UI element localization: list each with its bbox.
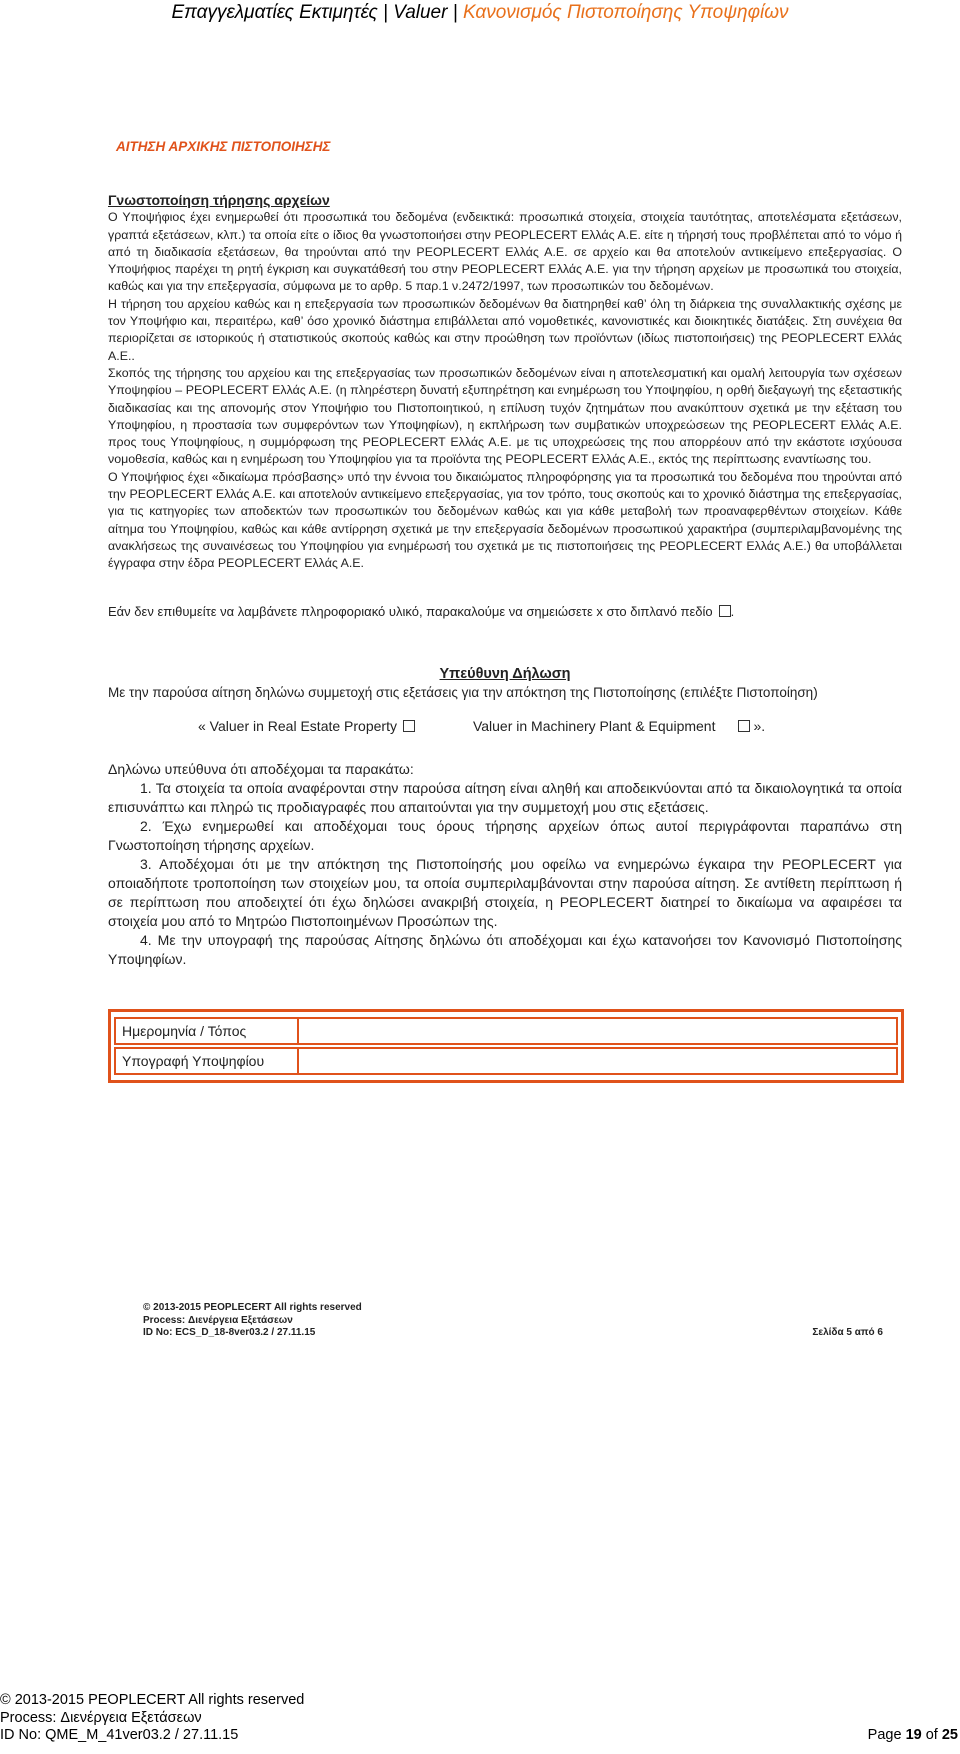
footer-copyright: © 2013-2015 PEOPLECERT All rights reserved [0, 1692, 305, 1708]
declaration-item: 4. Με την υπογραφή της παρούσας Αίτησης δηλώνω ότι αποδέχομαι και έχω κατανοήσει τον Κανονισμό Πιστοποίησης Υποψηφίων. [108, 931, 902, 967]
choice-close: ». [753, 718, 766, 735]
inner-footer [143, 1302, 883, 1340]
inner-page-number: Σελίδα 5 από 6 [812, 1327, 883, 1338]
signature-field[interactable] [299, 1047, 898, 1075]
optout-line [108, 603, 902, 620]
signature-row [114, 1047, 898, 1075]
header-subtitle: Κανονισμός Πιστοποίησης Υποψηφίων [462, 2, 789, 23]
footer-process: Process: Διενέργεια Εξετάσεων [0, 1709, 202, 1726]
optout-checkbox[interactable] [719, 605, 731, 617]
notice-paragraph: Η τήρηση του αρχείου καθώς και η επεξεργασία των προσωπικών δεδομένων θα διατηρηθεί καθ’ όλη τη διάρκεια της συναλλακτικής σχέσης με τον Υποψήφιο και, περαιτέρω, καθ’ όσο χρονικό διάστημα επιβάλλεται από νομοθετικές, κανονιστικές και διοικητικές διατάξεις. Στη συνέχεια θα περιορίζεται σε ιστορικούς ή στατιστικούς σκοπούς καθώς και στην προώθηση των προϊόντων (ιδίως πιστοποιήσεις) της PEOPLECERT Ελλάς Α.Ε.. [108, 296, 902, 363]
declaration-item: 1. Τα στοιχεία τα οποία αναφέρονται στην παρούσα αίτηση είναι αληθή και αποδεικνύονται από τα δικαιολογητικά τα οποία επισυνάπτω και πληρώ τις προδιαγραφές που απαιτούνται για την συμμετοχή μου στις εξετάσεις. [108, 779, 902, 815]
page-current: 19 [905, 1727, 922, 1743]
inner-copyright: © 2013-2015 PEOPLECERT All rights reserved [143, 1302, 362, 1313]
page-header [0, 0, 960, 26]
notice-heading: Γνωστοποίηση τήρησης αρχείων [108, 192, 330, 209]
scanned-form [108, 138, 902, 1083]
footer-id: ID No: QME_M_41ver03.2 / 27.11.15 [0, 1727, 239, 1743]
notice-paragraph: Ο Υποψήφιος έχει ενημερωθεί ότι προσωπικά του δεδομένα (ενδεικτικά: προσωπικά στοιχεία, στοιχεία ταυτότητας, αποτελέσματα εξετάσεων, γραπτά εξετάσεων, κλπ.) τα οποία είτε ο ίδιος θα γνωστοποιήσει στην PEOPLECERT Ελλάς Α.Ε. είτε η τήρησή τους προβλέπεται από το νόμο ή από τη διαδικασία εξετάσεων, θα τηρούνται από την PEOPLECERT Ελλάς Α.Ε. σε αρχείο και θα αποτελούν αντικείμενο επεξεργασίας. Ο Υποψήφιος παρέχει τη ρητή έγκριση και συγκατάθεσή του στην PEOPLECERT Ελλάς Α.Ε. για την τήρηση αρχείων με προσωπικά του στοιχεία, καθώς και για την επεξεργασία, σύμφωνα με το αρθρ. 5 παρ.1 ν.2472/1997, των προσωπικών του δεδομένων. [108, 210, 902, 294]
optout-end: . [730, 603, 735, 619]
declaration-item: 2. Έχω ενημερωθεί και αποδέχομαι τους όρους τήρησης αρχείων όπως αυτοί περιγράφονται παραπάνω στη Γνωστοποίηση τήρησης αρχείων. [108, 817, 902, 853]
form-title: ΑΙΤΗΣΗ ΑΡΧΙΚΗΣ ΠΙΣΤΟΠΟΙΗΣΗΣ [116, 139, 331, 154]
page-of: of [921, 1727, 942, 1743]
date-place-field[interactable] [299, 1017, 898, 1045]
signature-label: Υπογραφή Υποψηφίου [114, 1047, 299, 1075]
declaration-text: Με την παρούσα αίτηση δηλώνω συμμετοχή στις εξετάσεις για την απόκτηση της Πιστοποίησης (επιλέξτε Πιστοποίηση) [108, 685, 818, 701]
page-prefix: Page [867, 1727, 906, 1743]
declaration-heading: Υπεύθυνη Δήλωση [439, 665, 571, 682]
header-title: Επαγγελματίες Εκτιμητές | Valuer | [171, 2, 463, 23]
choice-real-estate-label: « Valuer in Real Estate Property [198, 718, 397, 735]
date-place-row [114, 1017, 898, 1045]
choice-machinery-label: Valuer in Machinery Plant & Equipment [472, 718, 716, 735]
choice-real-estate-checkbox[interactable] [403, 720, 415, 732]
certification-choices [198, 718, 902, 735]
date-place-label: Ημερομηνία / Τόπος [114, 1017, 299, 1045]
signature-table [108, 1009, 904, 1083]
choice-machinery-checkbox[interactable] [738, 720, 750, 732]
footer-page-number [868, 1727, 958, 1745]
declaration-item: 3. Αποδέχομαι ότι με την απόκτηση της Πιστοποίησής μου οφείλω να ενημερώνω έγκαιρα την PEOPLECERT για οποιαδήποτε τροποποίηση των στοιχείων μου, τα οποία συμπεριλαμβάνονται στην παρούσα αίτηση. Σε αντίθετη περίπτωση ή σε περίπτωση που αποδειχτεί ότι έχω δηλώσει ανακριβή στοιχεία, η PEOPLECERT διατηρεί το δικαίωμα να αφαιρέσει τα στοιχεία μου από το Μητρώο Πιστοποιημένων Προσώπων της. [108, 855, 902, 929]
inner-process: Process: Διενέργεια Εξετάσεων [143, 1314, 293, 1326]
notice-paragraph: Σκοπός της τήρησης του αρχείου και της επεξεργασίας των προσωπικών δεδομένων είναι η αποτελεσματική και ομαλή λειτουργία των σχέσεων Υποψηφίου – PEOPLECERT Ελλάς Α.Ε. (η πληρέστερη δυνατή εξυπηρέτηση και ενημέρωση του Υποψηφίου, η ορθή διεξαγωγή της εξεταστικής διαδικασίας και της απονομής στον Υποψήφιο του Πιστοποιητικού, η επίλυση τυχόν ζητημάτων που ανακύπτουν σχετικά με την εξέταση του Υποψηφίου, η προστασία των συμφερόντων των Υποψηφίων), η εκπλήρωση των συμβατικών υποχρεώσεων της PEOPLECERT Ελλάς Α.Ε. προς τους Υποψηφίους, η συμμόρφωση της PEOPLECERT Ελλάς Α.Ε. με τις υποχρεώσεις της που απορρέουν από την εκάστοτε ισχύουσα νομοθεσία, καθώς και η ενημέρωση του Υποψηφίου για τα προϊόντα της PEOPLECERT Ελλάς Α.Ε., εκτός της περίπτωσης εναντίωσης του. [108, 365, 902, 467]
notice-paragraph: Ο Υποψήφιος έχει «δικαίωμα πρόσβασης» υπό την έννοια του δικαιώματος πληροφόρησης για τα προσωπικά του δεδομένα που τηρούνται από την PEOPLECERT Ελλάς Α.Ε. και αποτελούν αντικείμενο επεξεργασίας, για τον τρόπο, τους σκοπούς και το χρονικό διάστημα της επεξεργασίας, για τις κατηγορίες των αποδεκτών των προσωπικών του δεδομένων καθώς και για κάθε μεταβολή των προαναφερθέντων στοιχείων. Κάθε αίτημα του Υποψηφίου, καθώς και κάθε αντίρρηση σχετικά με την επεξεργασία δεδομένων προσωπικού χαρακτήρα (συμπεριλαμβανομένης της ανακλήσεως της συναινέσεως του Υποψηφίου για ενημέρωσή του σχετικά με τις πιστοποιήσεις της PEOPLECERT Ελλάς Α.Ε.) θα υποβάλλεται έγγραφα στην έδρα PEOPLECERT Ελλάς Α.Ε. [108, 469, 902, 571]
optout-text: Εάν δεν επιθυμείτε να λαμβάνετε πληροφοριακό υλικό, παρακαλούμε να σημειώσετε x στο διπλανό πεδίο [108, 603, 713, 619]
inner-id: ID No: ECS_D_18-8ver03.2 / 27.11.15 [143, 1327, 316, 1338]
accept-line: Δηλώνω υπεύθυνα ότι αποδέχομαι τα παρακάτω: [108, 761, 414, 778]
page-footer [0, 1692, 960, 1745]
page-total: 25 [941, 1727, 958, 1743]
